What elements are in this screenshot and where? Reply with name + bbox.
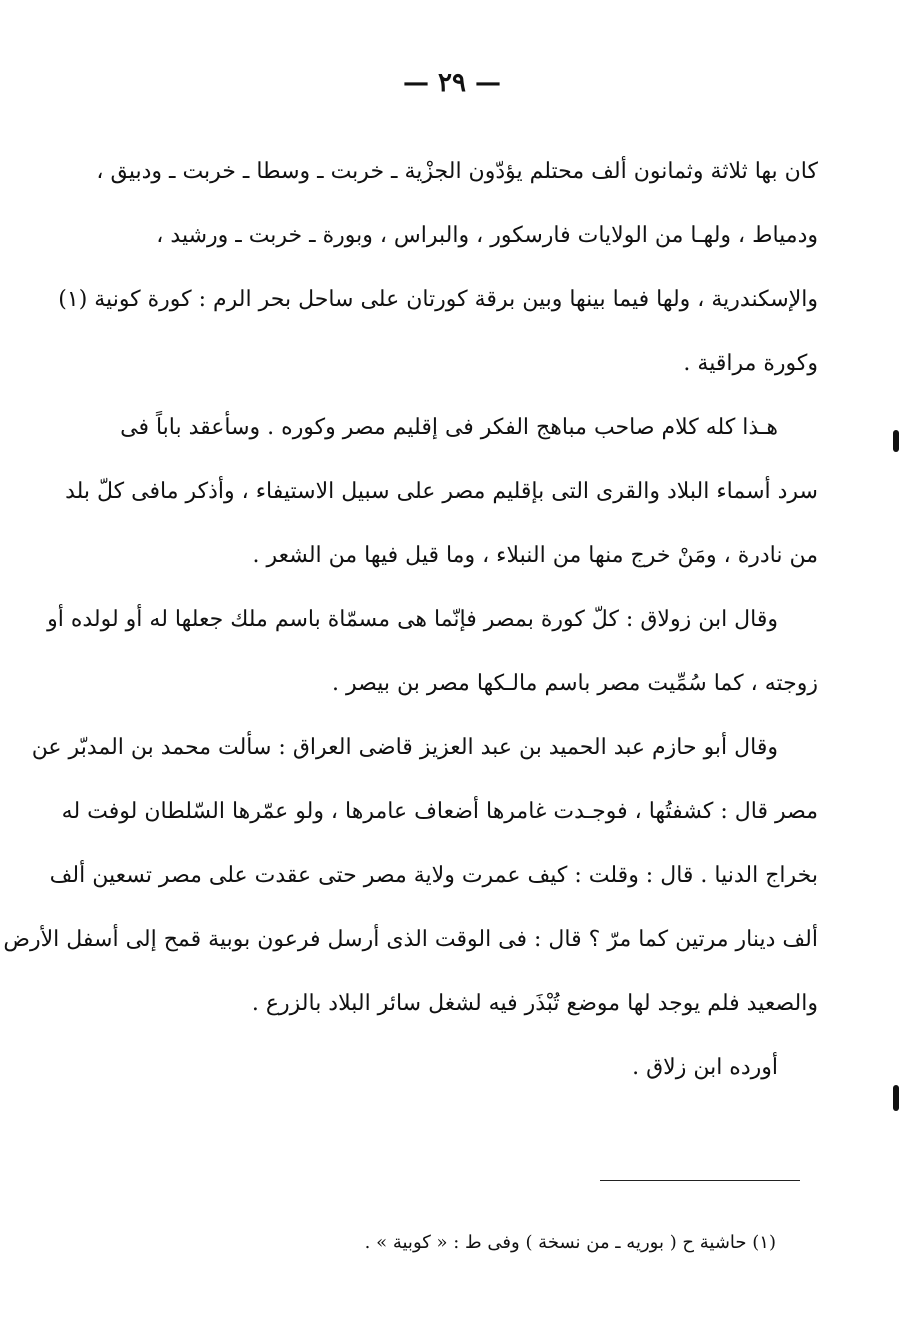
footnote-divider — [600, 1180, 800, 1181]
text-line: والإسكندرية ، ولها فيما بينها وبين برقة كورتان على ساحل بحر الرم : كورة كونية (١) — [58, 287, 818, 312]
text-line: كان بها ثلاثة وثمانون ألف محتلم يؤدّون الجزْية ـ خربت ـ وسطا ـ خربت ـ ودبيق ، — [96, 159, 818, 184]
text-line: ودمياط ، ولهـا من الولايات فارسكور ، والبراس ، وبورة ـ خربت ـ ورشيد ، — [156, 223, 818, 248]
text-line: والصعيد فلم يوجد لها موضع تُبْذَر فيه لشغل سائر البلاد بالزرع . — [251, 991, 818, 1016]
text-line: وقال أبو حازم عبد الحميد بن عبد العزيز قاضى العراق : سألت محمد بن المدبّر عن — [31, 735, 778, 760]
text-line: هـذا كله كلام صاحب مباهج الفكر فى إقليم مصر وكوره . وسأعقد باباً فى — [120, 415, 778, 440]
edge-ink-mark — [893, 430, 899, 452]
footnote: (١) حاشية ح ( بوريه ـ من نسخة ) وفى ط : « كوبية » . — [364, 1232, 776, 1253]
text-line: أورده ابن زلاق . — [632, 1055, 778, 1080]
page-number: — ٢٩ — — [402, 68, 502, 98]
text-line: وقال ابن زولاق : كلّ كورة بمصر فإنّما هى مسمّاة باسم ملك جعلها له أو لولده أو — [47, 607, 778, 632]
text-line: سرد أسماء البلاد والقرى التى بإقليم مصر على سبيل الاستيفاء ، وأذكر مافى كلّ بلد — [65, 479, 818, 504]
text-line: ألف دينار مرتين كما مرّ ؟ قال : فى الوقت الذى أرسل فرعون بوبية قمح إلى أسفل الأرض — [3, 927, 818, 952]
text-line: زوجته ، كما سُمِّيت مصر باسم مالـكها مصر بن بيصر . — [332, 671, 818, 696]
text-line: وكورة مراقية . — [683, 351, 818, 376]
text-line: مصر قال : كشفتُها ، فوجـدت غامرها أضعاف عامرها ، ولو عمّرها السّلطان لوفت له — [61, 799, 818, 824]
text-line: من نادرة ، ومَنْ خرج منها من النبلاء ، وما قيل فيها من الشعر . — [252, 543, 818, 568]
body-text — [3, 140, 818, 1100]
edge-ink-mark — [893, 1085, 899, 1111]
text-line: بخراج الدنيا . قال : وقلت : كيف عمرت ولاية مصر حتى عقدت على مصر تسعين ألف — [49, 863, 818, 888]
